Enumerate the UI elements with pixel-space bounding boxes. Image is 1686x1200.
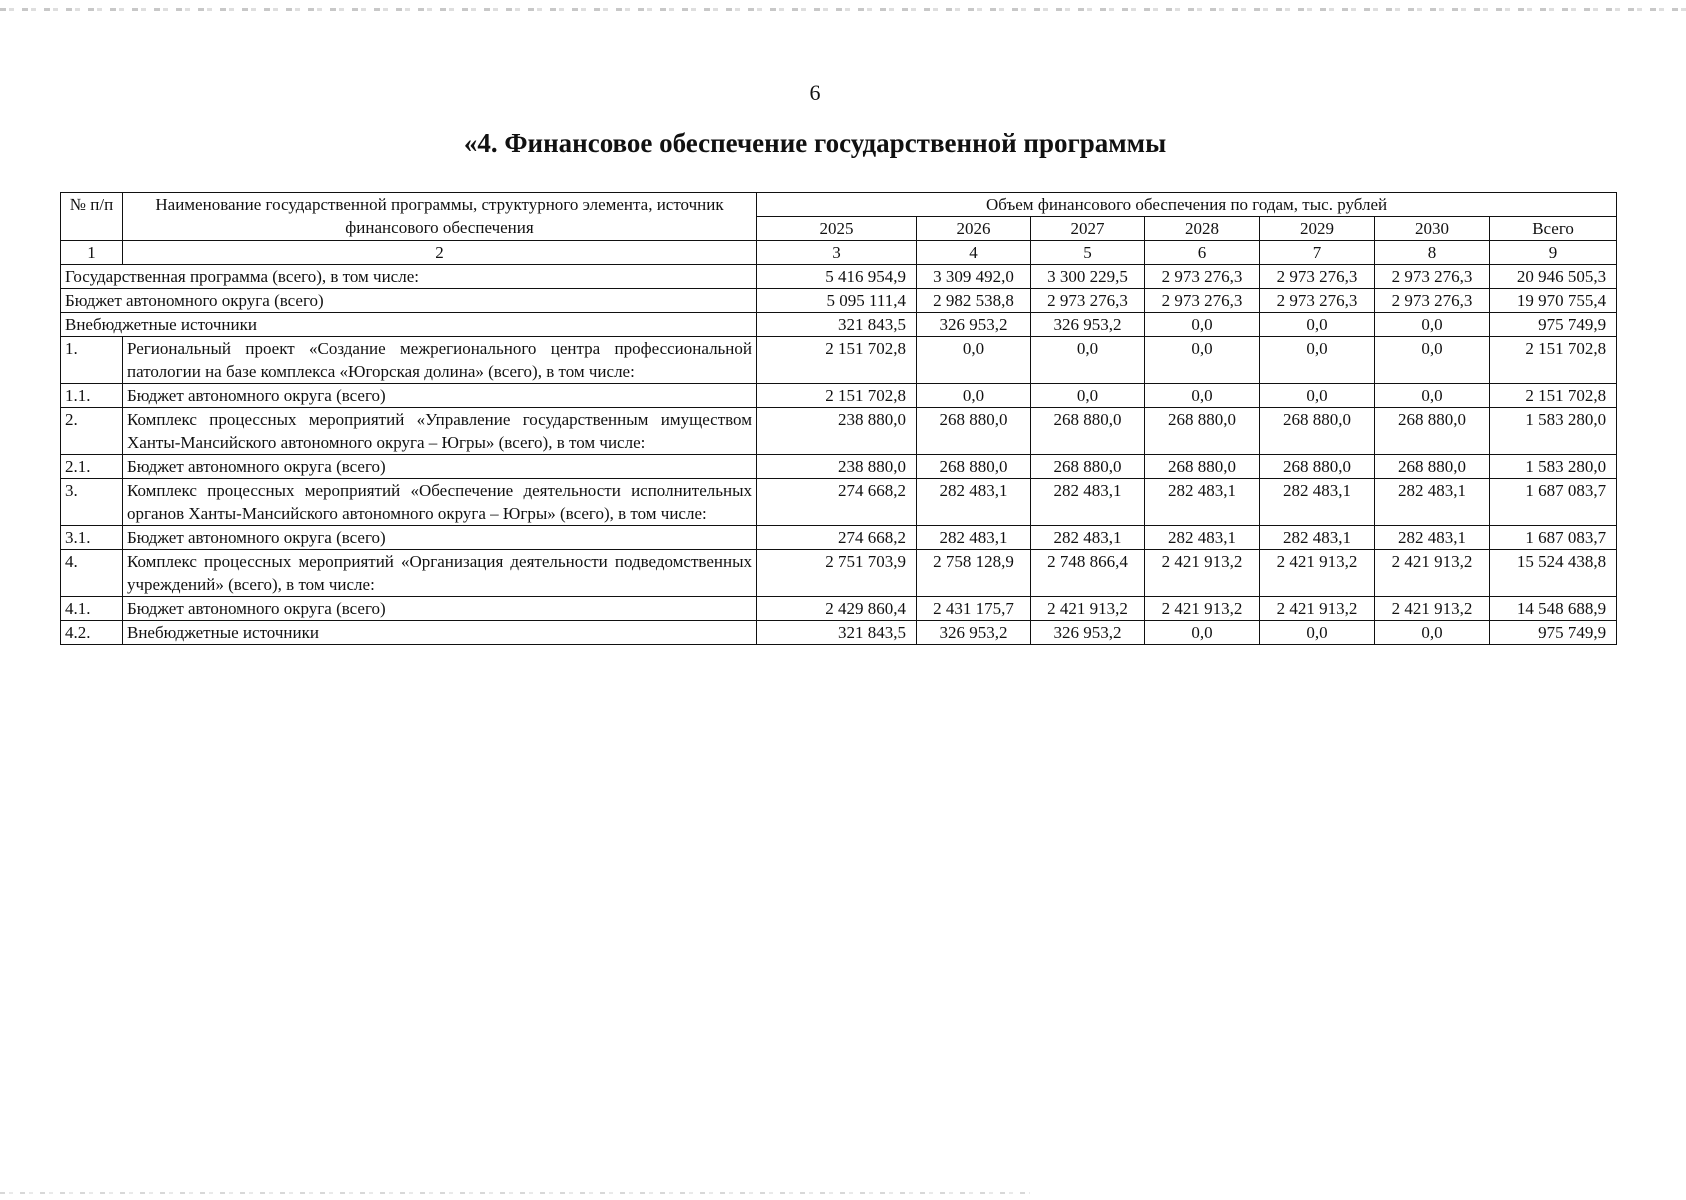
row-number: 2. bbox=[61, 408, 123, 455]
page-number: 6 bbox=[809, 80, 821, 105]
header-year: 2029 bbox=[1260, 217, 1375, 241]
col-number: 3 bbox=[757, 241, 917, 265]
col-number: 4 bbox=[917, 241, 1031, 265]
col-number: 5 bbox=[1031, 241, 1145, 265]
value-cell: 274 668,2 bbox=[757, 479, 917, 526]
row-name: Бюджет автономного округа (всего) bbox=[123, 526, 757, 550]
value-cell: 282 483,1 bbox=[1031, 479, 1145, 526]
row-name: Комплекс процессных мероприятий «Управление государственным имуществом Ханты-Мансийского автономного округа – Югры» (всего), в том числе: bbox=[123, 408, 757, 455]
value-cell: 274 668,2 bbox=[757, 526, 917, 550]
value-cell: 326 953,2 bbox=[917, 621, 1031, 645]
value-cell: 268 880,0 bbox=[917, 408, 1031, 455]
section-title: «4. Финансовое обеспечение государственной программы bbox=[463, 128, 1167, 158]
value-cell: 326 953,2 bbox=[1031, 621, 1145, 645]
value-total-cell: 20 946 505,3 bbox=[1490, 265, 1617, 289]
row-number: 3.1. bbox=[61, 526, 123, 550]
value-cell: 282 483,1 bbox=[1260, 479, 1375, 526]
value-cell: 2 758 128,9 bbox=[917, 550, 1031, 597]
table-row bbox=[61, 289, 1617, 313]
value-total-cell: 975 749,9 bbox=[1490, 621, 1617, 645]
table-row bbox=[61, 597, 1617, 621]
row-number: 3. bbox=[61, 479, 123, 526]
row-name: Комплекс процессных мероприятий «Обеспечение деятельности исполнительных органов Ханты-Мансийского автономного округа – Югры» (всего), в том числе: bbox=[123, 479, 757, 526]
value-cell: 2 973 276,3 bbox=[1145, 265, 1260, 289]
value-cell: 2 431 175,7 bbox=[917, 597, 1031, 621]
value-cell: 2 973 276,3 bbox=[1375, 289, 1490, 313]
header-year: 2025 bbox=[757, 217, 917, 241]
value-cell: 2 973 276,3 bbox=[1260, 265, 1375, 289]
table-row bbox=[61, 313, 1617, 337]
value-cell: 268 880,0 bbox=[1031, 408, 1145, 455]
table-body bbox=[61, 193, 1617, 645]
header-year: 2030 bbox=[1375, 217, 1490, 241]
value-total-cell: 975 749,9 bbox=[1490, 313, 1617, 337]
value-cell: 2 421 913,2 bbox=[1260, 550, 1375, 597]
value-cell: 0,0 bbox=[1375, 621, 1490, 645]
row-number: 4.1. bbox=[61, 597, 123, 621]
value-cell: 0,0 bbox=[1145, 337, 1260, 384]
value-cell: 268 880,0 bbox=[1375, 455, 1490, 479]
header-year-total: Всего bbox=[1490, 217, 1617, 241]
value-cell: 0,0 bbox=[1145, 384, 1260, 408]
row-name: Бюджет автономного округа (всего) bbox=[123, 455, 757, 479]
table-row bbox=[61, 265, 1617, 289]
value-cell: 2 982 538,8 bbox=[917, 289, 1031, 313]
value-cell: 282 483,1 bbox=[1145, 479, 1260, 526]
value-cell: 2 973 276,3 bbox=[1375, 265, 1490, 289]
col-number: 8 bbox=[1375, 241, 1490, 265]
value-cell: 2 973 276,3 bbox=[1260, 289, 1375, 313]
value-cell: 0,0 bbox=[1260, 337, 1375, 384]
value-cell: 2 421 913,2 bbox=[1375, 597, 1490, 621]
value-total-cell: 1 687 083,7 bbox=[1490, 479, 1617, 526]
header-year: 2027 bbox=[1031, 217, 1145, 241]
value-cell: 2 421 913,2 bbox=[1260, 597, 1375, 621]
value-total-cell: 19 970 755,4 bbox=[1490, 289, 1617, 313]
value-cell: 268 880,0 bbox=[1031, 455, 1145, 479]
value-cell: 268 880,0 bbox=[1375, 408, 1490, 455]
value-cell: 2 973 276,3 bbox=[1145, 289, 1260, 313]
table-row bbox=[61, 550, 1617, 597]
row-name: Бюджет автономного округа (всего) bbox=[123, 597, 757, 621]
row-number: 2.1. bbox=[61, 455, 123, 479]
row-number: 1. bbox=[61, 337, 123, 384]
value-cell: 0,0 bbox=[1260, 384, 1375, 408]
row-name: Внебюджетные источники bbox=[123, 621, 757, 645]
value-cell: 2 421 913,2 bbox=[1145, 597, 1260, 621]
value-cell: 268 880,0 bbox=[1145, 408, 1260, 455]
col-number: 7 bbox=[1260, 241, 1375, 265]
table-row bbox=[61, 621, 1617, 645]
row-name: Внебюджетные источники bbox=[61, 313, 757, 337]
value-cell: 326 953,2 bbox=[917, 313, 1031, 337]
value-cell: 268 880,0 bbox=[1145, 455, 1260, 479]
value-total-cell: 1 583 280,0 bbox=[1490, 455, 1617, 479]
value-cell: 0,0 bbox=[1375, 337, 1490, 384]
value-cell: 2 748 866,4 bbox=[1031, 550, 1145, 597]
header-year: 2026 bbox=[917, 217, 1031, 241]
row-name: Государственная программа (всего), в том числе: bbox=[61, 265, 757, 289]
value-cell: 3 300 229,5 bbox=[1031, 265, 1145, 289]
value-cell: 282 483,1 bbox=[1375, 479, 1490, 526]
value-cell: 0,0 bbox=[917, 384, 1031, 408]
value-cell: 326 953,2 bbox=[1031, 313, 1145, 337]
value-cell: 0,0 bbox=[1145, 313, 1260, 337]
header-num: № п/п bbox=[61, 193, 123, 241]
value-cell: 2 151 702,8 bbox=[757, 337, 917, 384]
table-row bbox=[61, 479, 1617, 526]
value-cell: 268 880,0 bbox=[917, 455, 1031, 479]
value-cell: 2 751 703,9 bbox=[757, 550, 917, 597]
value-cell: 282 483,1 bbox=[1260, 526, 1375, 550]
table-row bbox=[61, 337, 1617, 384]
col-number: 2 bbox=[123, 241, 757, 265]
value-cell: 0,0 bbox=[1031, 337, 1145, 384]
value-cell: 2 421 913,2 bbox=[1375, 550, 1490, 597]
value-cell: 0,0 bbox=[1031, 384, 1145, 408]
value-cell: 282 483,1 bbox=[1145, 526, 1260, 550]
value-cell: 0,0 bbox=[1375, 384, 1490, 408]
header-row-1 bbox=[61, 193, 1617, 217]
table-row bbox=[61, 408, 1617, 455]
value-cell: 0,0 bbox=[917, 337, 1031, 384]
value-cell: 5 095 111,4 bbox=[757, 289, 917, 313]
header-volume: Объем финансового обеспечения по годам, тыс. рублей bbox=[757, 193, 1617, 217]
value-cell: 3 309 492,0 bbox=[917, 265, 1031, 289]
value-total-cell: 14 548 688,9 bbox=[1490, 597, 1617, 621]
header-year: 2028 bbox=[1145, 217, 1260, 241]
value-cell: 238 880,0 bbox=[757, 408, 917, 455]
value-cell: 2 421 913,2 bbox=[1031, 597, 1145, 621]
col-number: 9 bbox=[1490, 241, 1617, 265]
col-number: 6 bbox=[1145, 241, 1260, 265]
value-cell: 2 973 276,3 bbox=[1031, 289, 1145, 313]
value-cell: 5 416 954,9 bbox=[757, 265, 917, 289]
value-cell: 282 483,1 bbox=[1375, 526, 1490, 550]
financing-table bbox=[60, 192, 1617, 645]
value-cell: 321 843,5 bbox=[757, 313, 917, 337]
scan-edge-top bbox=[0, 8, 1686, 11]
value-cell: 282 483,1 bbox=[1031, 526, 1145, 550]
value-total-cell: 15 524 438,8 bbox=[1490, 550, 1617, 597]
value-cell: 321 843,5 bbox=[757, 621, 917, 645]
row-number: 4.2. bbox=[61, 621, 123, 645]
value-cell: 268 880,0 bbox=[1260, 408, 1375, 455]
header-name: Наименование государственной программы, структурного элемента, источник финансового обеспечения bbox=[123, 193, 757, 241]
col-number: 1 bbox=[61, 241, 123, 265]
table-row bbox=[61, 455, 1617, 479]
value-total-cell: 2 151 702,8 bbox=[1490, 337, 1617, 384]
value-cell: 238 880,0 bbox=[757, 455, 917, 479]
header-row-col-numbers bbox=[61, 241, 1617, 265]
row-number: 1.1. bbox=[61, 384, 123, 408]
value-cell: 2 429 860,4 bbox=[757, 597, 917, 621]
row-name: Бюджет автономного округа (всего) bbox=[123, 384, 757, 408]
value-total-cell: 2 151 702,8 bbox=[1490, 384, 1617, 408]
value-cell: 2 151 702,8 bbox=[757, 384, 917, 408]
row-name: Региональный проект «Создание межрегионального центра профессиональной патологии на базе комплекса «Югорская долина» (всего), в том числе: bbox=[123, 337, 757, 384]
value-total-cell: 1 687 083,7 bbox=[1490, 526, 1617, 550]
row-name: Комплекс процессных мероприятий «Организация деятельности подведомственных учреждений» (всего), в том числе: bbox=[123, 550, 757, 597]
scan-edge-bottom bbox=[0, 1192, 1030, 1194]
table-row bbox=[61, 384, 1617, 408]
value-cell: 2 421 913,2 bbox=[1145, 550, 1260, 597]
value-total-cell: 1 583 280,0 bbox=[1490, 408, 1617, 455]
row-name: Бюджет автономного округа (всего) bbox=[61, 289, 757, 313]
value-cell: 282 483,1 bbox=[917, 526, 1031, 550]
row-number: 4. bbox=[61, 550, 123, 597]
table-row bbox=[61, 526, 1617, 550]
value-cell: 268 880,0 bbox=[1260, 455, 1375, 479]
value-cell: 0,0 bbox=[1375, 313, 1490, 337]
value-cell: 282 483,1 bbox=[917, 479, 1031, 526]
value-cell: 0,0 bbox=[1260, 621, 1375, 645]
value-cell: 0,0 bbox=[1145, 621, 1260, 645]
value-cell: 0,0 bbox=[1260, 313, 1375, 337]
